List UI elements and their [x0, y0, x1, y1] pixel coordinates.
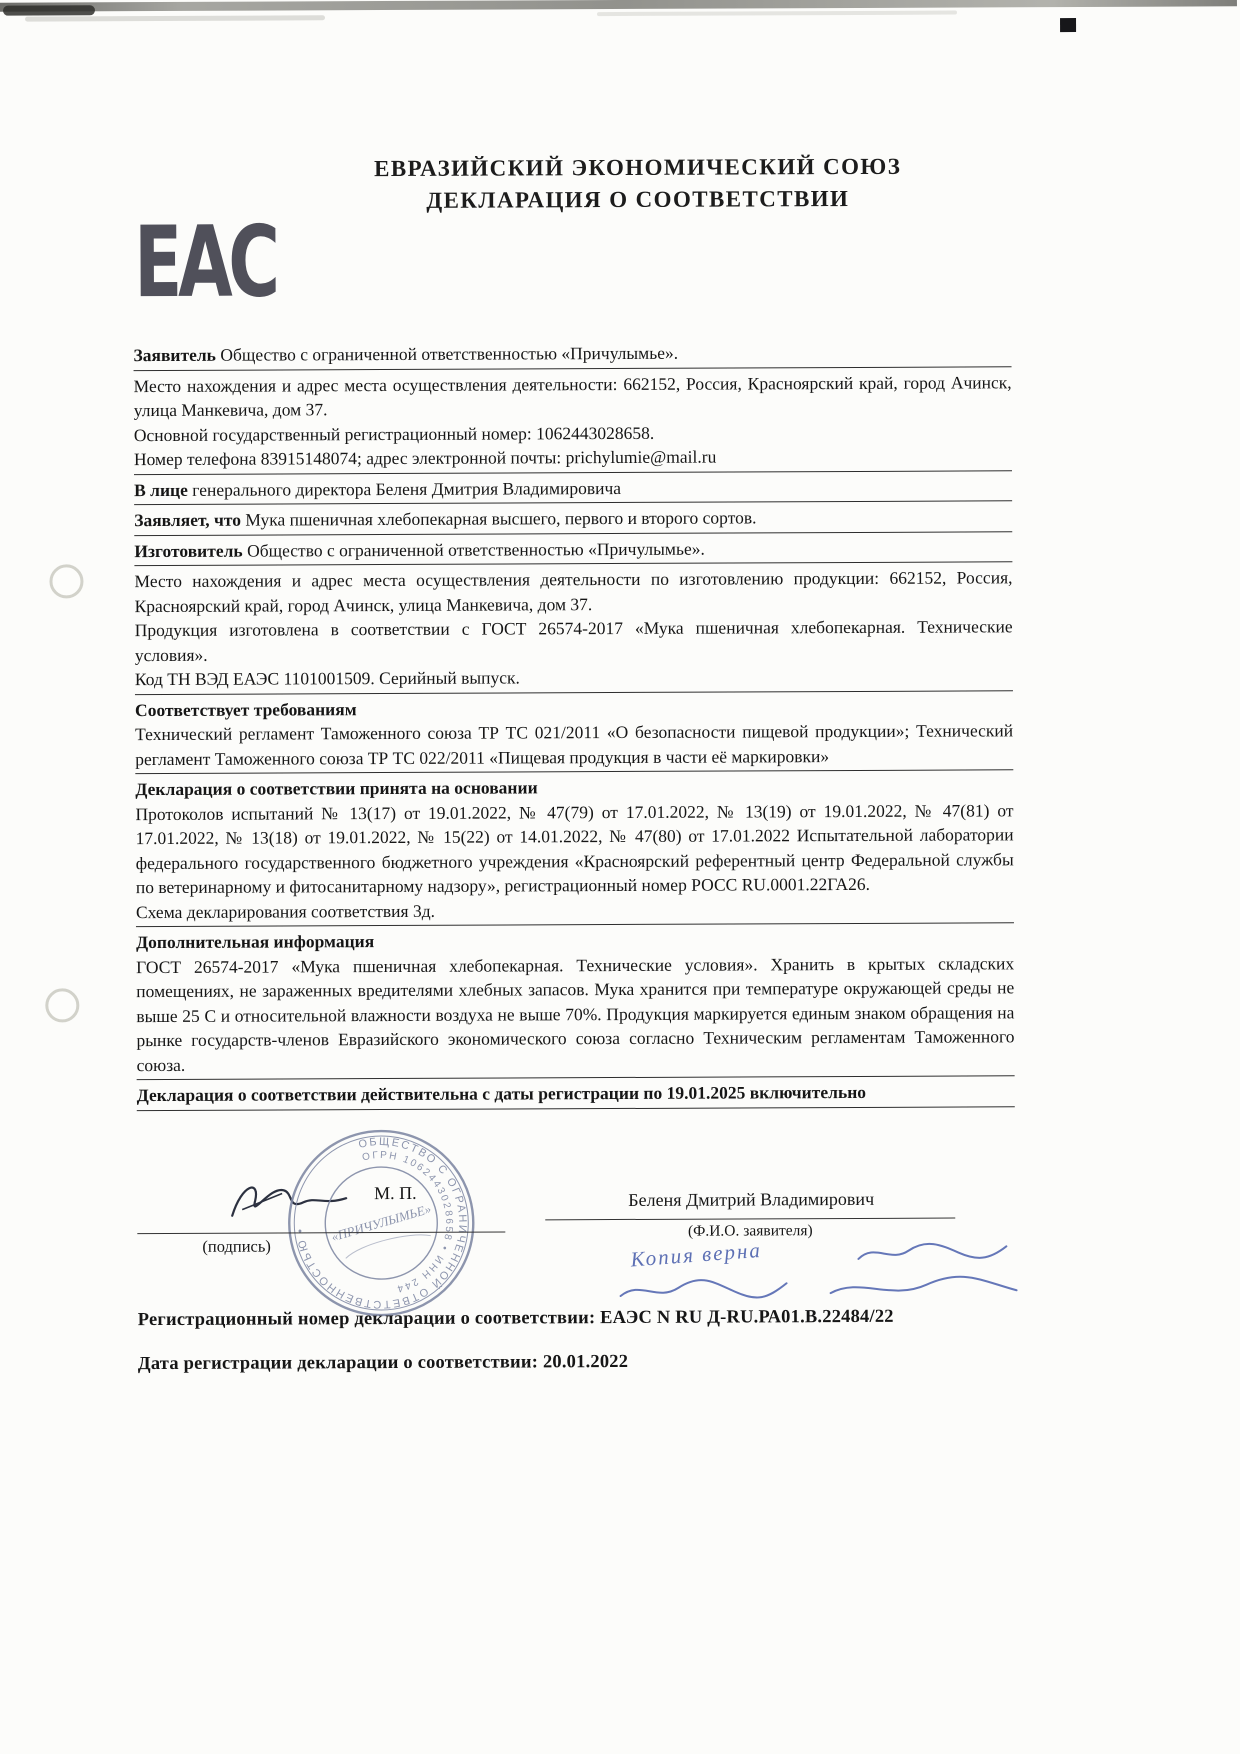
- heading-basis: Декларация о соответствии принята на основании: [135, 777, 538, 800]
- name-line: [545, 1218, 955, 1221]
- eac-logo: ЕАС: [133, 205, 276, 321]
- paragraph-ogrn: Основной государственный регистрационный номер: 1062443028658.: [133, 422, 655, 445]
- name-caption: (Ф.И.О. заявителя): [687, 1222, 813, 1240]
- registration-number: Регистрационный номер декларации о соответствии: ЕАЭС N RU Д-RU.РА01.В.22484/22: [137, 1306, 894, 1331]
- title-line-2: ДЕКЛАРАЦИЯ О СООТВЕТСТВИИ: [426, 185, 850, 213]
- paragraph-scheme: Схема декларирования соответствия 3д.: [136, 896, 1014, 927]
- mp-label: М. П.: [374, 1182, 417, 1204]
- paragraph-director: В лице генерального директора Беленя Дмитрия Владимировича: [134, 474, 1012, 505]
- hole-punch: [45, 988, 79, 1022]
- round-stamp: [262, 1104, 500, 1342]
- hole-punch: [49, 564, 83, 598]
- paragraph-protocols: Протоколов испытаний № 13(17) от 19.01.2022, № 47(79) от 17.01.2022, № 13(19) от 19.01.2022, № 47(81) от 17.01.2022, № 13(18) от 19.01.2022, № 15(22) от 14.01.2022, № 47(80) от 17.01.2022 Испытательной лаборатории федерального государственного бюджетного учреждения «Красноярский референтный центр Федеральной службы по ветеринарному и фитосанитарному надзору», регистрационный номер РОСС RU.0001.22ГА26.: [135, 799, 1014, 898]
- stamp-center-text: «ПРИЧУЛЫМЬЕ»: [329, 1200, 433, 1245]
- paragraph-regulations: Технический регламент Таможенного союза ТР ТС 021/2011 «О безопасности пищевой продукции»; Технический регламент Таможенного союза ТР ТС 022/2011 «Пищевая продукция в части её маркировки»: [135, 718, 1013, 774]
- paragraph-applicant: Заявитель Общество с ограниченной ответственностью «Причулымье».: [133, 339, 1011, 370]
- stamp-inner-ring-text: ОГРН 1062443028658 • ИНН 244: [361, 1149, 455, 1295]
- document-body: [133, 339, 1014, 1113]
- paragraph-tnved: Код ТН ВЭД ЕАЭС 1101001509. Серийный выпуск.: [135, 663, 1013, 694]
- paragraph-declares: Заявляет, что Мука пшеничная хлебопекарная высшего, первого и второго сортов.: [134, 504, 1012, 535]
- handwritten-note: Копия верна: [629, 1237, 763, 1272]
- paragraph-gost: Продукция изготовлена в соответствии с ГОСТ 26574-2017 «Мука пшеничная хлебопекарная. Технические условия».: [134, 616, 1013, 665]
- paragraph-address: Место нахождения и адрес места осуществления деятельности: 662152, Россия, Красноярский край, город Ачинск, улица Манкевича, дом 37.: [133, 371, 1012, 421]
- handwritten-scribble: [852, 1236, 1012, 1271]
- heading-additional-info: Дополнительная информация: [136, 931, 375, 953]
- handwritten-scribble: [614, 1270, 1024, 1310]
- paragraph-storage: ГОСТ 26574-2017 «Мука пшеничная хлебопекарная. Технические условия». Хранить в крытых складских помещениях, не зараженных вредителями хлебных запасов. Мука хранится при температуре окружающей среды не выше 25 С и относительной влажности воздуха не выше 70%. Продукция маркируется единым знаком обращения на рынке государств-членов Евразийского экономического союза согласно Техническим регламентам Таможенного союза.: [136, 951, 1015, 1080]
- signature-caption: (подпись): [202, 1236, 271, 1256]
- title-line-1: ЕВРАЗИЙСКИЙ ЭКОНОМИЧЕСКИЙ СОЮЗ: [374, 153, 902, 182]
- paragraph-phone-email: Номер телефона 83915148074; адрес электронной почты: prichylumie@mail.ru: [134, 443, 1012, 474]
- scan-edge-artifact: [0, 0, 1237, 12]
- scan-smudge: [25, 15, 325, 21]
- paragraph-manufacturer: Изготовитель Общество с ограниченной ответственностью «Причулымье».: [134, 535, 1012, 566]
- paragraph-validity: Декларация о соответствии действительна с даты регистрации по 19.01.2025 включительно: [137, 1079, 1015, 1110]
- scan-smudge: [3, 5, 95, 15]
- stamp-ring-text: ОБЩЕСТВО С ОГРАНИЧЕННОЙ ОТВЕТСТВЕННОСТЬЮ •: [294, 1135, 469, 1311]
- applicant-name: Беленя Дмитрий Владимирович: [628, 1188, 875, 1210]
- registration-date: Дата регистрации декларации о соответствии: 20.01.2022: [137, 1351, 629, 1375]
- scan-smudge: [597, 11, 957, 17]
- heading-compliance: Соответствует требованиям: [134, 698, 357, 720]
- scan-mark: [1060, 18, 1076, 32]
- paragraph-manufacturer-address: Место нахождения и адрес места осуществления деятельности по изготовлению продукции: 662152, Россия, Красноярский край, город Ачинск, улица Манкевича, дом 37.: [134, 567, 1013, 616]
